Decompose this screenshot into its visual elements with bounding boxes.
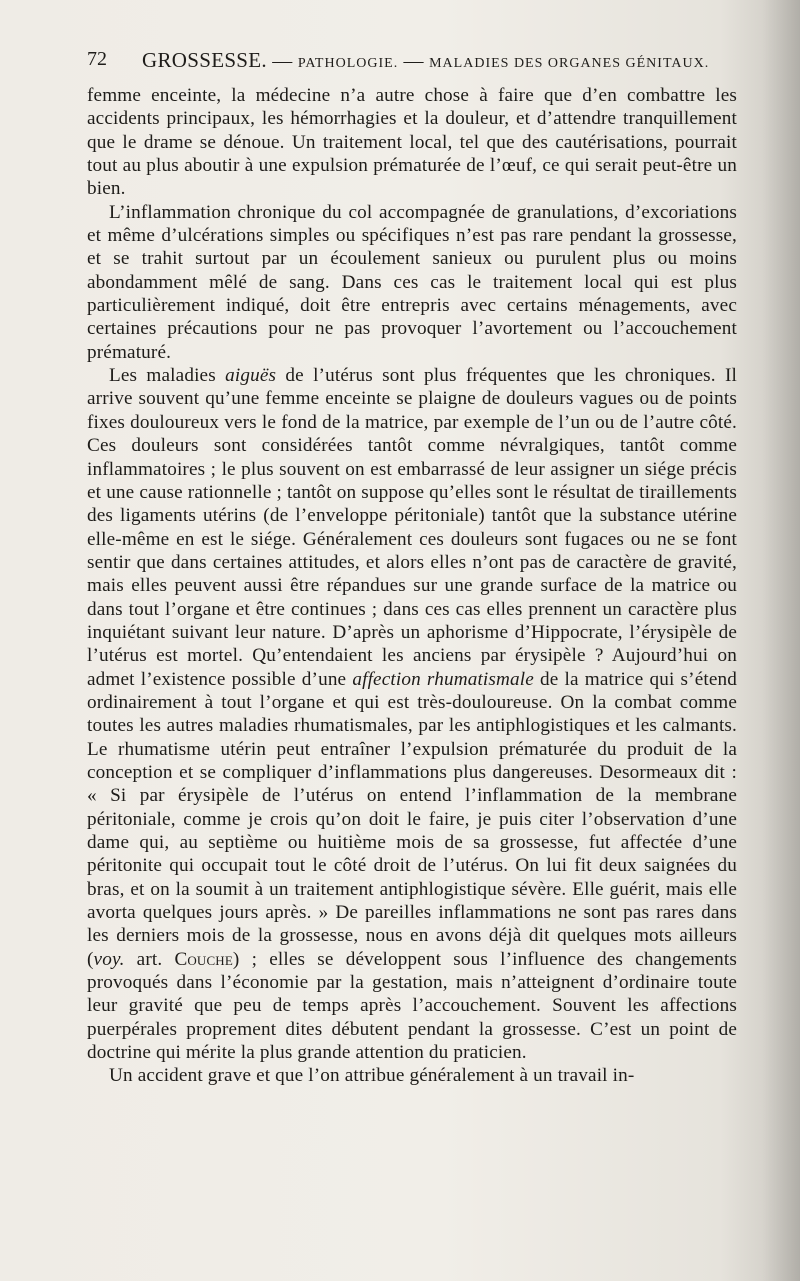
page-number: 72 — [87, 48, 107, 70]
text-run: de la matrice qui s’étend ordinairement à tout l’organe et qui est très-douloureuse. On la combat comme toutes les autres maladies rhumatismales, par les antiphlogistiques et les calmants. Le rhumatisme utérin peut entraîner l’expulsion prématurée du produit de la conception et se compliquer d’inflammations plus dangereuses. Desormeaux dit : « Si par érysipèle de l’utérus on entend l’inflammation de la membrane péritoniale, comme je crois qu’on doit le faire, je puis citer l’observation d’une dame qui, au septième ou huitième mois de sa grossesse, fut affectée d’une péritonite qui occupait tout le côté droit de l’utérus. On lui fit deux saignées du bras, et on la soumit à un traitement antiphlogistique sévère. Elle guérit, mais elle avorta quelques jours après. » De pareilles inflammations ne sont pas rares dans les derniers mois de la grossesse, nous en avons déjà dit quelques mots ailleurs ( — [87, 668, 738, 970]
text-run: art. — [124, 948, 175, 970]
running-title: GROSSESSE. — [142, 48, 267, 72]
italic-term: voy. — [93, 948, 125, 970]
running-head — [142, 48, 709, 73]
header-dash: — — [398, 50, 430, 72]
running-subsection: MALADIES DES ORGANES GÉNITAUX. — [429, 56, 710, 71]
paragraph: L’inflammation chronique du col accompagnée de granulations, d’excoriations et même d’ulcérations simples ou spécifiques n’est pas rare pendant la grossesse, et se trahit surtout par un écoulement sanieux ou purulent plus ou moins abondamment mêlé de sang. Dans ces cas le traitement local qui est plus particulièrement indiqué, doit être entrepris avec certains ménagements, avec certaines précautions pour ne pas provoquer l’avortement ou l’accouchement prématuré. — [87, 201, 737, 363]
italic-term: aiguës — [225, 365, 277, 387]
page-edge-shadow — [762, 0, 800, 1281]
running-header — [87, 48, 710, 74]
italic-term: affection rhumatismale — [352, 668, 534, 690]
text-run: Les maladies — [109, 365, 226, 387]
paragraph: Un accident grave et que l’on attribue généralement à un travail in- — [109, 1065, 635, 1087]
text-run: de l’utérus sont plus fréquentes que les chroniques. Il arrive souvent qu’une femme enceinte se plaigne de douleurs vagues ou de points fixes douloureux vers le fond de la matrice, par exemple de l’un ou de l’autre côté. Ces douleurs sont considérées tantôt comme névralgiques, tantôt comme inflammatoires ; le plus souvent on est embarrassé de leur assigner un siége précis et une cause rationnelle ; tantôt on suppose qu’elles sont le résultat de tiraillements des ligaments utérins (de l’enveloppe péritoniale) tantôt que la substance utérine elle-même en est le siége. Généralement ces douleurs sont fugaces ou ne se font sentir que dans certaines attitudes, et alors elles n’ont pas de caractère de gravité, mais elles peuvent aussi être répandues sur une grande surface de la matrice ou dans tout l’organe et être continues ; dans ces cas elles prennent un caractère plus inquiétant suivant leur nature. D’après un aphorisme d’Hippocrate, l’érysipèle de l’utérus est mortel. Qu’entendaient les anciens par érysipèle ? Aujourd’hui on admet l’existence possible d’une — [87, 365, 737, 690]
text-run: ) ; elles se développent sous l’influence des changements provoqués dans l’économie par la gestation, mais n’atteignent d’ordinaire toute leur gravité que peu de temps après l’accouchement. Souvent les affections puerpérales proprement dites débutent pendant la grossesse. C’est un point de doctrine qui mérite la plus grande attention du praticien. — [87, 948, 737, 1064]
cross-reference: Couche — [174, 948, 233, 970]
paragraph — [87, 364, 737, 1064]
paragraph: femme enceinte, la médecine n’a autre chose à faire que d’en combattre les accidents principaux, les hémorrhagies et la douleur, et d’attendre tranquillement que le drame se dénoue. Un traitement local, tel que des cautérisations, pourrait tout au plus aboutir à une expulsion prématurée de l’œuf, ce qui serait peut-être un bien. — [87, 85, 737, 200]
body-text — [87, 84, 737, 1088]
header-dash: — — [266, 50, 298, 72]
running-section: PATHOLOGIE. — [297, 56, 399, 71]
